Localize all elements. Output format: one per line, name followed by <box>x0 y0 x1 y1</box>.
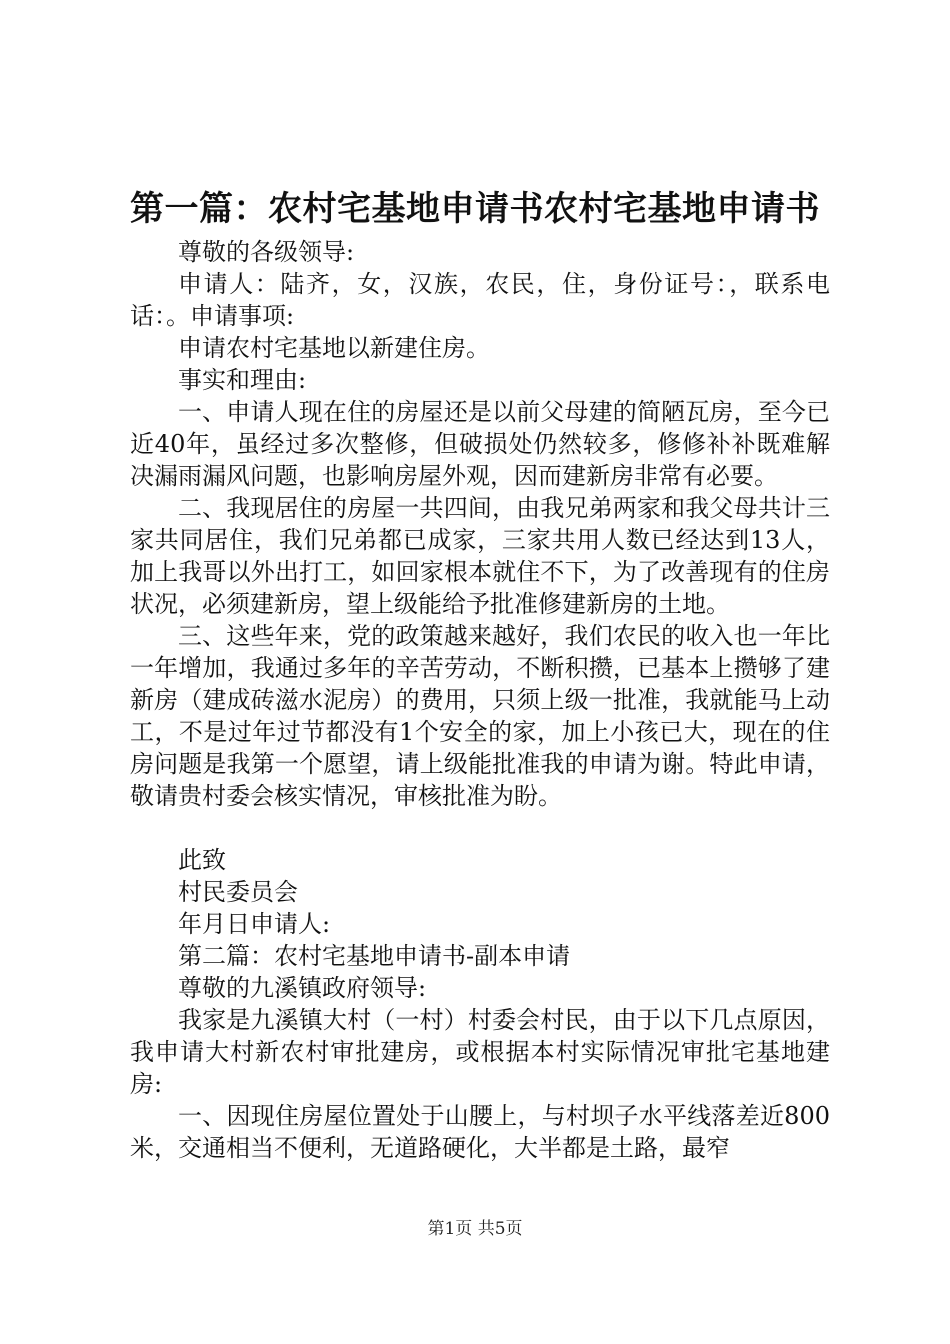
reasons-heading: 事实和理由: <box>178 366 307 394</box>
page-number-footer: 第1页 共5页 <box>427 1219 523 1239</box>
reason-three-paragraph: 三、这些年来，党的政策越来越好，我们农民的收入也一年比一年增加，我通过多年的辛苦劳动，不断积攒，已基本上攒够了建新房（建成砖滋水泥房）的费用，只须上级一批准，我就能马上动工，不是过年过节都没有1个安全的家，加上小孩已大，现在的住房问题是我第一个愿望，请上级能批准我的申请为谢。特此申请，敬请贵村委会核实情况，审核批准为盼。 <box>130 622 830 810</box>
section-two-heading: 第二篇：农村宅基地申请书-副本申请 <box>178 942 571 970</box>
salutation: 尊敬的各级领导: <box>178 238 355 266</box>
section-two-salutation: 尊敬的九溪镇政府领导: <box>178 974 427 1002</box>
closing-line: 此致 <box>178 846 226 874</box>
blank-line <box>130 812 830 844</box>
applicant-info-paragraph: 申请人：陆齐，女，汉族，农民，住，身份证号：，联系电话：。申请事项: <box>130 270 830 330</box>
section-two-reason-one-paragraph: 一、因现住房屋位置处于山腰上，与村坝子水平线落差近800米，交通相当不便利，无道路硬化，大半都是土路，最窄 <box>130 1102 830 1162</box>
reason-two-paragraph: 二、我现居住的房屋一共四间，由我兄弟两家和我父母共计三家共同居住，我们兄弟都已成家，三家共用人数已经达到13人，加上我哥以外出打工，如回家根本就住不下，为了改善现有的住房状况，必须建新房，望上级能给予批准修建新房的土地。 <box>130 494 830 618</box>
recipient-line: 村民委员会 <box>178 878 298 906</box>
document-body <box>130 236 830 1164</box>
date-signature-line: 年月日申请人: <box>178 910 331 938</box>
reason-one-paragraph: 一、申请人现在住的房屋还是以前父母建的简陋瓦房，至今已近40年，虽经过多次整修，但破损处仍然较多，修修补补既难解决漏雨漏风问题，也影响房屋外观，因而建新房非常有必要。 <box>130 398 830 490</box>
section-two-intro-paragraph: 我家是九溪镇大村（一村）村委会村民，由于以下几点原因，我申请大村新农村审批建房，或根据本村实际情况审批宅基地建房: <box>130 1006 830 1098</box>
page-title: 第一篇：农村宅基地申请书农村宅基地申请书 <box>130 189 820 229</box>
request-paragraph: 申请农村宅基地以新建住房。 <box>178 334 490 362</box>
